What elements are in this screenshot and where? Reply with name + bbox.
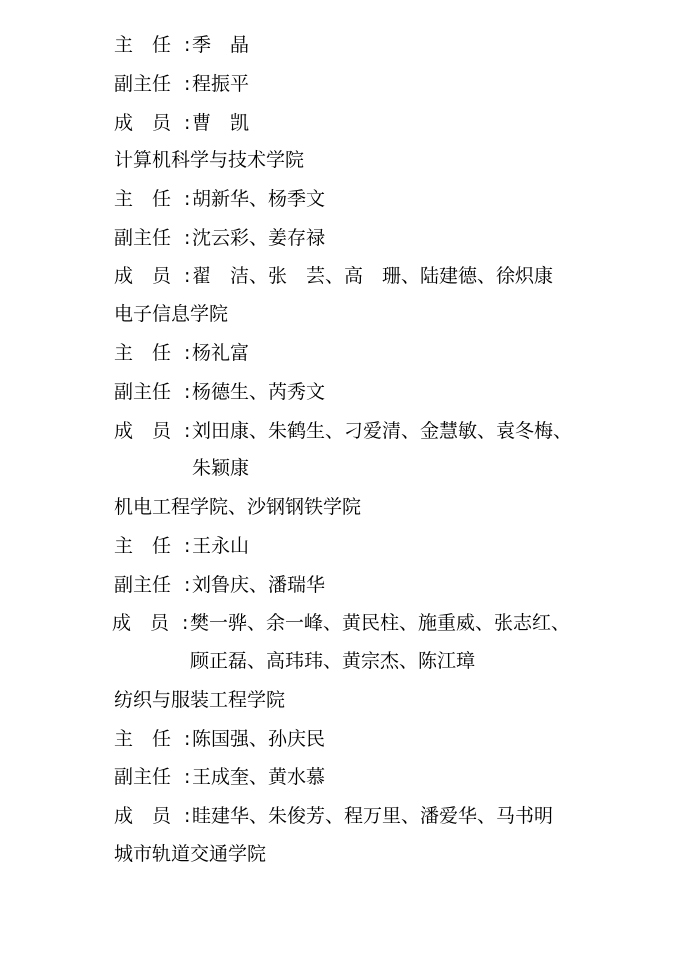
members-line (114, 111, 249, 135)
deputy-line (114, 765, 325, 789)
role-label: 主 任 (114, 188, 172, 210)
names: 曹 凯 (192, 112, 250, 134)
director-line (114, 727, 325, 751)
role-label: 副主任 (114, 381, 172, 403)
names: 沈云彩、姜存禄 (192, 227, 326, 249)
role-label: 成 员 (114, 805, 172, 827)
deputy-line (114, 226, 325, 250)
role-label: 成 员 (112, 612, 170, 634)
colon: : (184, 420, 191, 442)
director-line (114, 33, 249, 57)
role-label: 主 任 (114, 342, 172, 364)
colon: : (184, 188, 191, 210)
colon: : (184, 227, 191, 249)
names: 陈国强、孙庆民 (192, 728, 326, 750)
colon: : (182, 612, 189, 634)
names: 杨德生、芮秀文 (192, 381, 326, 403)
deputy-line (114, 72, 249, 96)
role-label: 成 员 (114, 112, 172, 134)
members-continuation: 朱颖康 (192, 457, 250, 479)
colon: : (184, 805, 191, 827)
names: 王永山 (192, 535, 250, 557)
section-title: 机电工程学院、沙钢钢铁学院 (114, 496, 362, 518)
colon: : (184, 574, 191, 596)
members-line (114, 419, 572, 443)
names: 樊一骅、余一峰、黄民柱、施重威、张志红、 (190, 612, 571, 634)
colon: : (184, 112, 191, 134)
section-title: 电子信息学院 (114, 303, 229, 325)
role-label: 成 员 (114, 265, 172, 287)
director-line (114, 187, 325, 211)
colon: : (184, 265, 191, 287)
names: 胡新华、杨季文 (192, 188, 326, 210)
director-line (114, 341, 249, 365)
names: 杨礼富 (192, 342, 250, 364)
names: 季 晶 (192, 34, 250, 56)
colon: : (184, 381, 191, 403)
names: 刘鲁庆、潘瑞华 (192, 574, 326, 596)
members-line (114, 804, 553, 828)
names: 翟 洁、张 芸、高 珊、陆建德、徐炽康 (192, 265, 554, 287)
role-label: 成 员 (114, 420, 172, 442)
role-label: 副主任 (114, 574, 172, 596)
members-line (114, 264, 553, 288)
role-label: 主 任 (114, 535, 172, 557)
deputy-line (114, 573, 325, 597)
members-continuation: 顾正磊、高玮玮、黄宗杰、陈江璋 (190, 650, 476, 672)
colon: : (184, 342, 191, 364)
colon: : (184, 766, 191, 788)
role-label: 副主任 (114, 227, 172, 249)
role-label: 副主任 (114, 766, 172, 788)
colon: : (184, 728, 191, 750)
names: 王成奎、黄水慕 (192, 766, 326, 788)
role-label: 主 任 (114, 34, 172, 56)
deputy-line (114, 380, 325, 404)
colon: : (184, 34, 191, 56)
director-line (114, 534, 249, 558)
names: 程振平 (192, 73, 250, 95)
members-line (112, 611, 570, 635)
names: 刘田康、朱鹤生、刁爱清、金慧敏、袁冬梅、 (192, 420, 573, 442)
role-label: 主 任 (114, 728, 172, 750)
names: 眭建华、朱俊芳、程万里、潘爱华、马书明 (192, 805, 554, 827)
colon: : (184, 73, 191, 95)
section-title: 计算机科学与技术学院 (114, 149, 305, 171)
role-label: 副主任 (114, 73, 172, 95)
section-title: 城市轨道交通学院 (114, 843, 267, 865)
colon: : (184, 535, 191, 557)
section-title: 纺织与服装工程学院 (114, 689, 286, 711)
